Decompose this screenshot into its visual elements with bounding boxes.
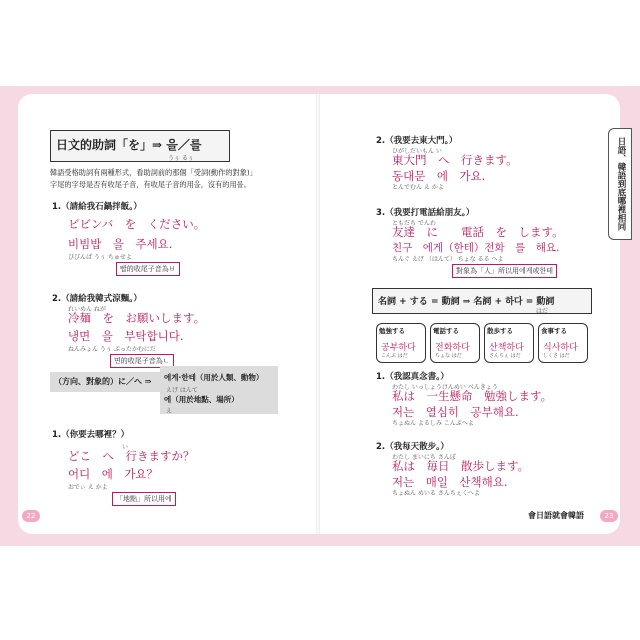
example-c2-reading: ちょぬん めいる さんちぇくへよ: [392, 490, 480, 497]
verb-card-study-reading: こんぶ はだ: [381, 353, 408, 359]
example-b2-japanese: 東大門 へ 行きます。: [392, 153, 518, 167]
example-c1-korean: 저는 열심히 공부해요.: [392, 405, 519, 419]
formula-text: 名詞 + する = 動詞 ⇒ 名詞 + 하다 = 動詞: [378, 297, 555, 307]
example-b3-japanese-ruby: ともだち でんわ: [392, 220, 436, 227]
verb-card-meal: [538, 323, 588, 363]
example-2-japanese-ruby: れいめん ねが: [68, 306, 106, 313]
verb-card-walk: [484, 323, 534, 363]
example-c2-title: 2.（我每天散步。）: [376, 442, 449, 452]
example-c1-reading: ちょぬん よるしみ こんぶへよ: [392, 420, 474, 427]
verb-card-phone-label: 電話する: [433, 327, 459, 335]
example-3-note: 「地點」所以用에: [112, 492, 176, 506]
example-c2-japanese: 私は 毎日 散歩します。: [392, 459, 530, 473]
example-1-reading: ぴびんぱ うぅ ちゅせよ: [68, 254, 132, 261]
example-2-japanese: 冷麺 を お願いします。: [68, 311, 206, 325]
intro-line-2: 字尾的字母是否有收尾子音，有收尾子音的用을，沒有的用를。: [50, 180, 251, 189]
example-3-reading: おでぃ え かよ: [68, 484, 108, 491]
particle-box-left-label: （方向、對象的）に／へ ⇒: [54, 376, 152, 386]
example-3-japanese-ruby: い: [122, 444, 129, 451]
particle-e: 에（用於地點、場所）: [164, 395, 239, 404]
example-c2-korean: 저는 매일 산책해요.: [392, 475, 508, 489]
particle-ege-hante: 에게·한테（用於人類、動物）: [164, 373, 264, 382]
book-spine: [316, 94, 320, 534]
page-number-right: 23: [600, 510, 618, 522]
example-b3-japanese: 友達 に 電話 を します。: [392, 225, 564, 239]
example-2-reading: ねんみょん うぅ ぷったかむにだ: [68, 346, 156, 353]
example-2-korean: 냉면 을 부탁합니다.: [68, 329, 184, 343]
verb-card-phone-korean: 전화하다: [435, 343, 470, 353]
example-3-japanese: どこ へ 行きますか？: [68, 449, 195, 463]
example-c2-japanese-ruby: わたし まいにち さんぽ: [392, 454, 456, 461]
example-3-title: 1.（你要去哪裡？）: [52, 430, 130, 440]
verb-card-walk-label: 散歩する: [487, 327, 513, 335]
example-2-title: 2.（請給我韓式涼麵。）: [52, 294, 142, 304]
example-1-japanese: ビビンバ を ください。: [68, 217, 206, 231]
example-b3-reading: ちんぐ えげ （はんて） ちょな るる へよ: [392, 256, 504, 263]
verb-card-meal-label: 食事する: [541, 327, 567, 335]
example-b2-korean: 동대문 에 가요.: [392, 169, 486, 183]
verb-card-study: [376, 323, 426, 363]
example-b3-korean: 친구 에게（한테）전화 를 해요.: [392, 242, 560, 254]
example-b2-reading: とんでむん え かよ: [392, 184, 444, 191]
particle-ege-hante-reading: えげ はんて: [166, 387, 198, 394]
example-c1-title: 1.（我認真念書。）: [376, 372, 449, 382]
example-b3-note: 對象為「人」所以用에게或한테: [452, 264, 557, 278]
example-c1-japanese: 私は 一生懸命 勉強します。: [392, 389, 553, 403]
verb-card-meal-korean: 식사하다: [543, 343, 578, 353]
verb-card-meal-reading: しくさ はだ: [543, 353, 570, 359]
page-number-left: 22: [22, 510, 40, 522]
formula-reading: はだ: [536, 308, 549, 315]
example-1-note: 빱的收尾子音為ㅂ: [116, 262, 180, 276]
example-b2-japanese-ruby: ひがしだいもん い: [392, 148, 442, 155]
side-chapter-tab: 日語、韓語到底哪裡相同: [608, 128, 632, 240]
example-2-note: 면的收尾子音為ㄴ: [110, 354, 174, 368]
example-c1-japanese-ruby: わたし いっしょうけんめい べんきょう: [392, 384, 498, 391]
section-heading: 日文的助詞「を」⇒ 을／를: [56, 138, 202, 152]
intro-line-1: 韓語受格助詞有兩種形式，看助詞前的那個「受詞(動作的對象)」: [50, 168, 257, 177]
example-1-title: 1.（請給我石鍋拌飯。）: [52, 202, 142, 212]
verb-card-walk-reading: さんちぇ はだ: [489, 353, 521, 359]
verb-card-study-korean: 공부하다: [381, 343, 416, 353]
verb-card-study-label: 勉強する: [379, 327, 405, 335]
verb-card-phone: [430, 323, 480, 363]
particle-e-reading: え: [166, 408, 173, 415]
example-3-korean: 어디 에 가요？: [68, 467, 159, 481]
verb-card-walk-korean: 산책하다: [489, 343, 524, 353]
example-1-korean: 비빔밥 을 주세요.: [68, 237, 173, 251]
example-b3-title: 3.（我要打電話給朋友。）: [376, 208, 475, 218]
verb-card-phone-reading: ちょな はだ: [435, 353, 462, 359]
heading-reading: うぅ るぅ: [168, 155, 194, 162]
footer-book-title: 會日語就會韓語: [528, 511, 584, 520]
example-b2-title: 2.（我要去東大門。）: [376, 136, 458, 146]
